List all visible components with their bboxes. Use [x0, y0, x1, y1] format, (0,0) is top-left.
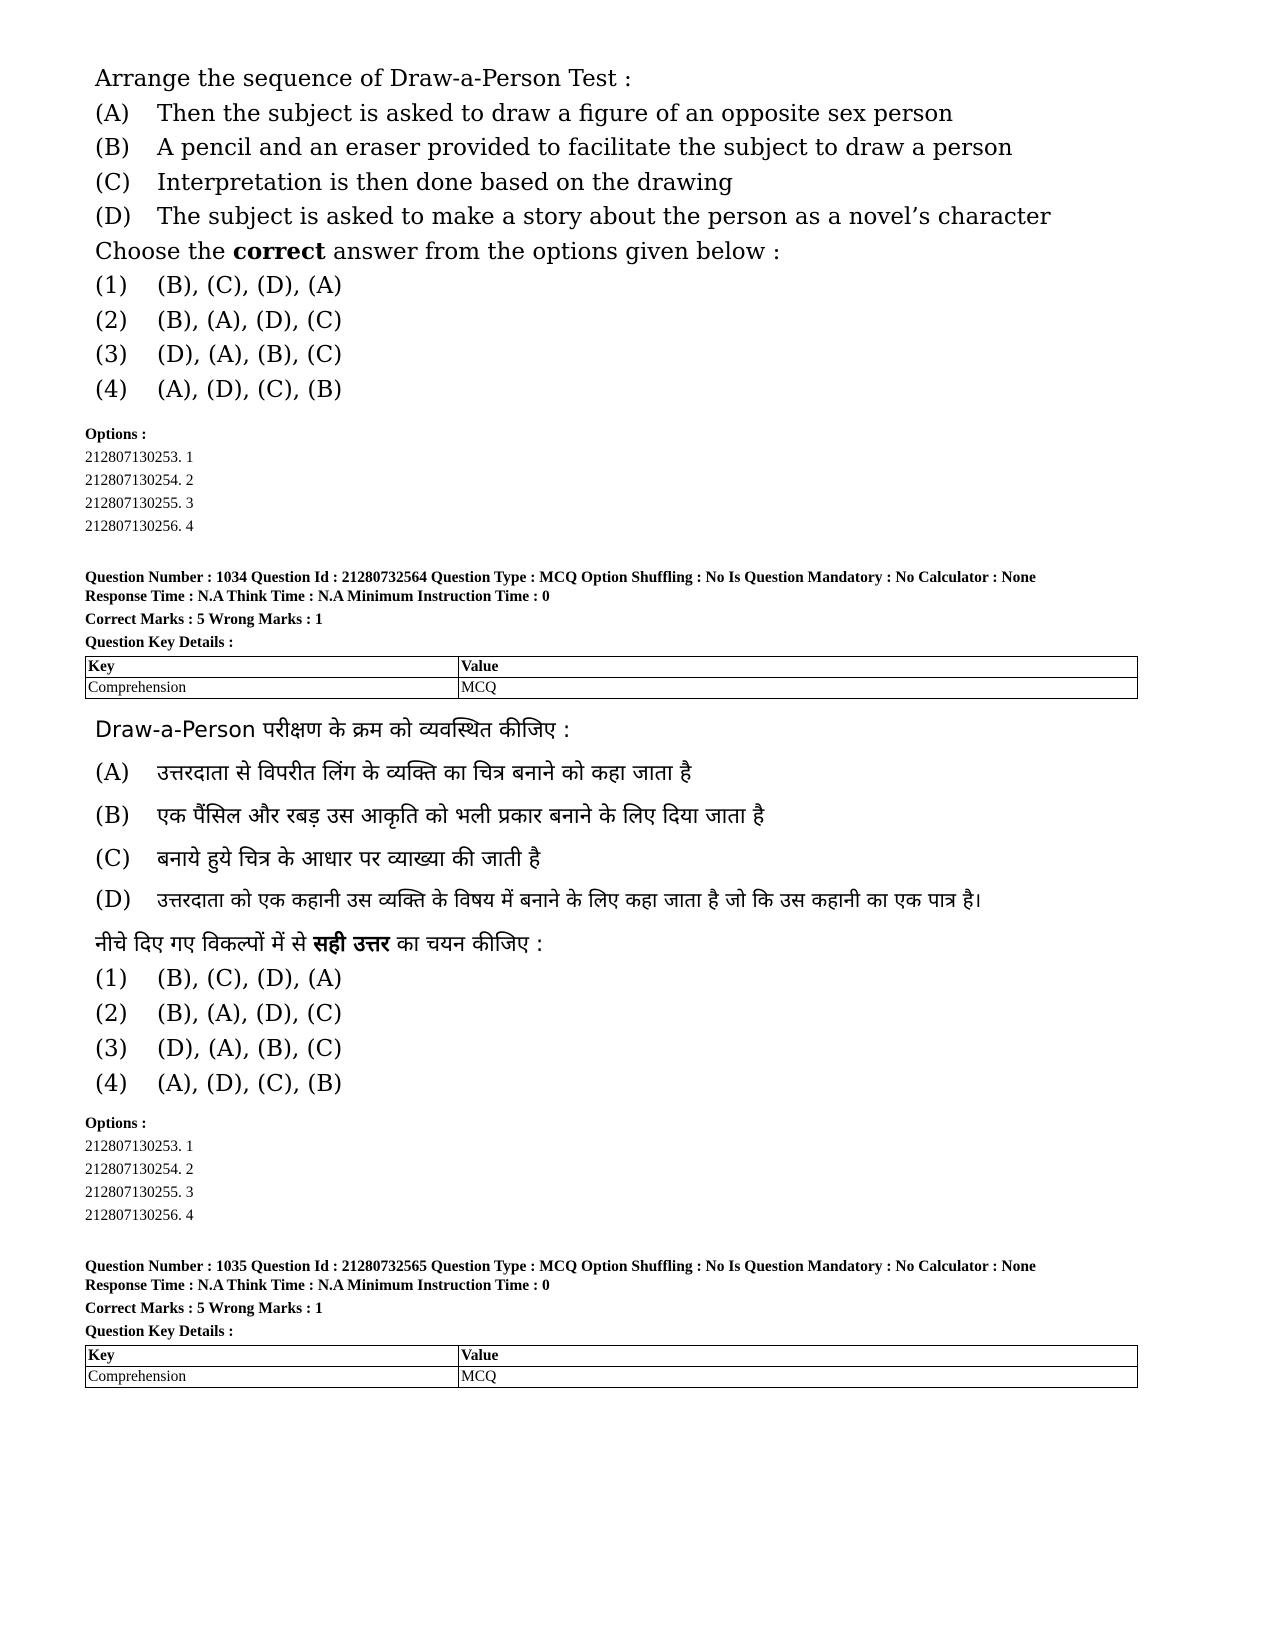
meta-line: Question Number : 1034 Question Id : 21280732564 Question Type : MCQ Option Shuffling : No Is Question Mandatory : No Calculator : None [85, 569, 1036, 586]
answer-option-4: (4) (A), (D), (C), (B) [95, 376, 343, 403]
option-id: 212807130254. 2 [85, 1161, 194, 1178]
meta-line: Response Time : N.A Think Time : N.A Minimum Instruction Time : 0 [85, 588, 550, 605]
table-header-row [86, 1346, 1138, 1367]
marks-line: Correct Marks : 5 Wrong Marks : 1 [85, 1300, 323, 1317]
table-cell-key: Comprehension [86, 678, 459, 699]
answer-option-2-hindi: (2) (B), (A), (D), (C) [95, 1001, 343, 1027]
option-id: 212807130255. 3 [85, 1184, 194, 1201]
statement-c-hindi: (C) बनाये हुये चित्र के आधार पर व्याख्या की जाती है [95, 846, 541, 872]
key-details-table [85, 1345, 1138, 1388]
answer-option-3-hindi: (3) (D), (A), (B), (C) [95, 1036, 343, 1062]
table-cell-value: MCQ [459, 1367, 1138, 1388]
choose-instruction-hindi: नीचे दिए गए विकल्पों में से सही उत्तर का चयन कीजिए : [95, 932, 544, 957]
key-details-table [85, 656, 1138, 699]
statement-d: (D) The subject is asked to make a story about the person as a novel’s character [95, 204, 1051, 230]
question-stem: Arrange the sequence of Draw-a-Person Test : [95, 66, 632, 92]
options-heading: Options : [85, 1115, 147, 1132]
statement-b-hindi: (B) एक पैंसिल और रबड़ उस आकृति को भली प्रकार बनाने के लिए दिया जाता है [95, 803, 765, 829]
answer-option-3: (3) (D), (A), (B), (C) [95, 342, 343, 368]
option-id: 212807130253. 1 [85, 449, 194, 466]
table-header-value: Value [459, 1346, 1138, 1367]
marks-line: Correct Marks : 5 Wrong Marks : 1 [85, 611, 323, 628]
key-details-heading: Question Key Details : [85, 634, 234, 651]
table-row [86, 678, 1138, 699]
options-heading: Options : [85, 426, 147, 443]
options-list [85, 423, 194, 538]
question-stem-hindi: Draw-a-Person परीक्षण के क्रम को व्यवस्थित कीजिए : [95, 718, 571, 743]
table-header-key: Key [86, 657, 459, 678]
meta-line: Response Time : N.A Think Time : N.A Minimum Instruction Time : 0 [85, 1277, 550, 1294]
answer-option-2: (2) (B), (A), (D), (C) [95, 307, 343, 334]
table-cell-value: MCQ [459, 678, 1138, 699]
option-id: 212807130255. 3 [85, 495, 194, 512]
question-meta [85, 1257, 1145, 1341]
statement-b: (B) A pencil and an eraser provided to facilitate the subject to draw a person [95, 135, 1013, 161]
answer-option-1-hindi: (1) (B), (C), (D), (A) [95, 966, 343, 992]
table-header-value: Value [459, 657, 1138, 678]
statement-a-hindi: (A) उत्तरदाता से विपरीत लिंग के व्यक्ति का चित्र बनाने को कहा जाता है [95, 760, 692, 786]
meta-line: Question Number : 1035 Question Id : 21280732565 Question Type : MCQ Option Shuffling : No Is Question Mandatory : No Calculator : None [85, 1258, 1036, 1275]
table-header-row [86, 657, 1138, 678]
statement-c: (C) Interpretation is then done based on the drawing [95, 169, 734, 196]
table-header-key: Key [86, 1346, 459, 1367]
question-meta [85, 568, 1145, 652]
answer-option-4-hindi: (4) (A), (D), (C), (B) [95, 1071, 343, 1097]
option-id: 212807130253. 1 [85, 1138, 194, 1155]
option-id: 212807130256. 4 [85, 1207, 194, 1224]
statement-d-hindi: (D) उत्तरदाता को एक कहानी उस व्यक्ति के विषय में बनाने के लिए कहा जाता है जो कि उस कहानी का एक पात्र है। [95, 887, 982, 913]
answer-option-1: (1) (B), (C), (D), (A) [95, 273, 343, 299]
options-list [85, 1112, 194, 1227]
option-id: 212807130254. 2 [85, 472, 194, 489]
choose-instruction: Choose the correct answer from the options given below : [95, 237, 781, 265]
key-details-heading: Question Key Details : [85, 1323, 234, 1340]
statement-a: (A) Then the subject is asked to draw a figure of an opposite sex person [95, 100, 954, 127]
question-english [95, 62, 1195, 407]
table-cell-key: Comprehension [86, 1367, 459, 1388]
option-id: 212807130256. 4 [85, 518, 194, 535]
table-row [86, 1367, 1138, 1388]
